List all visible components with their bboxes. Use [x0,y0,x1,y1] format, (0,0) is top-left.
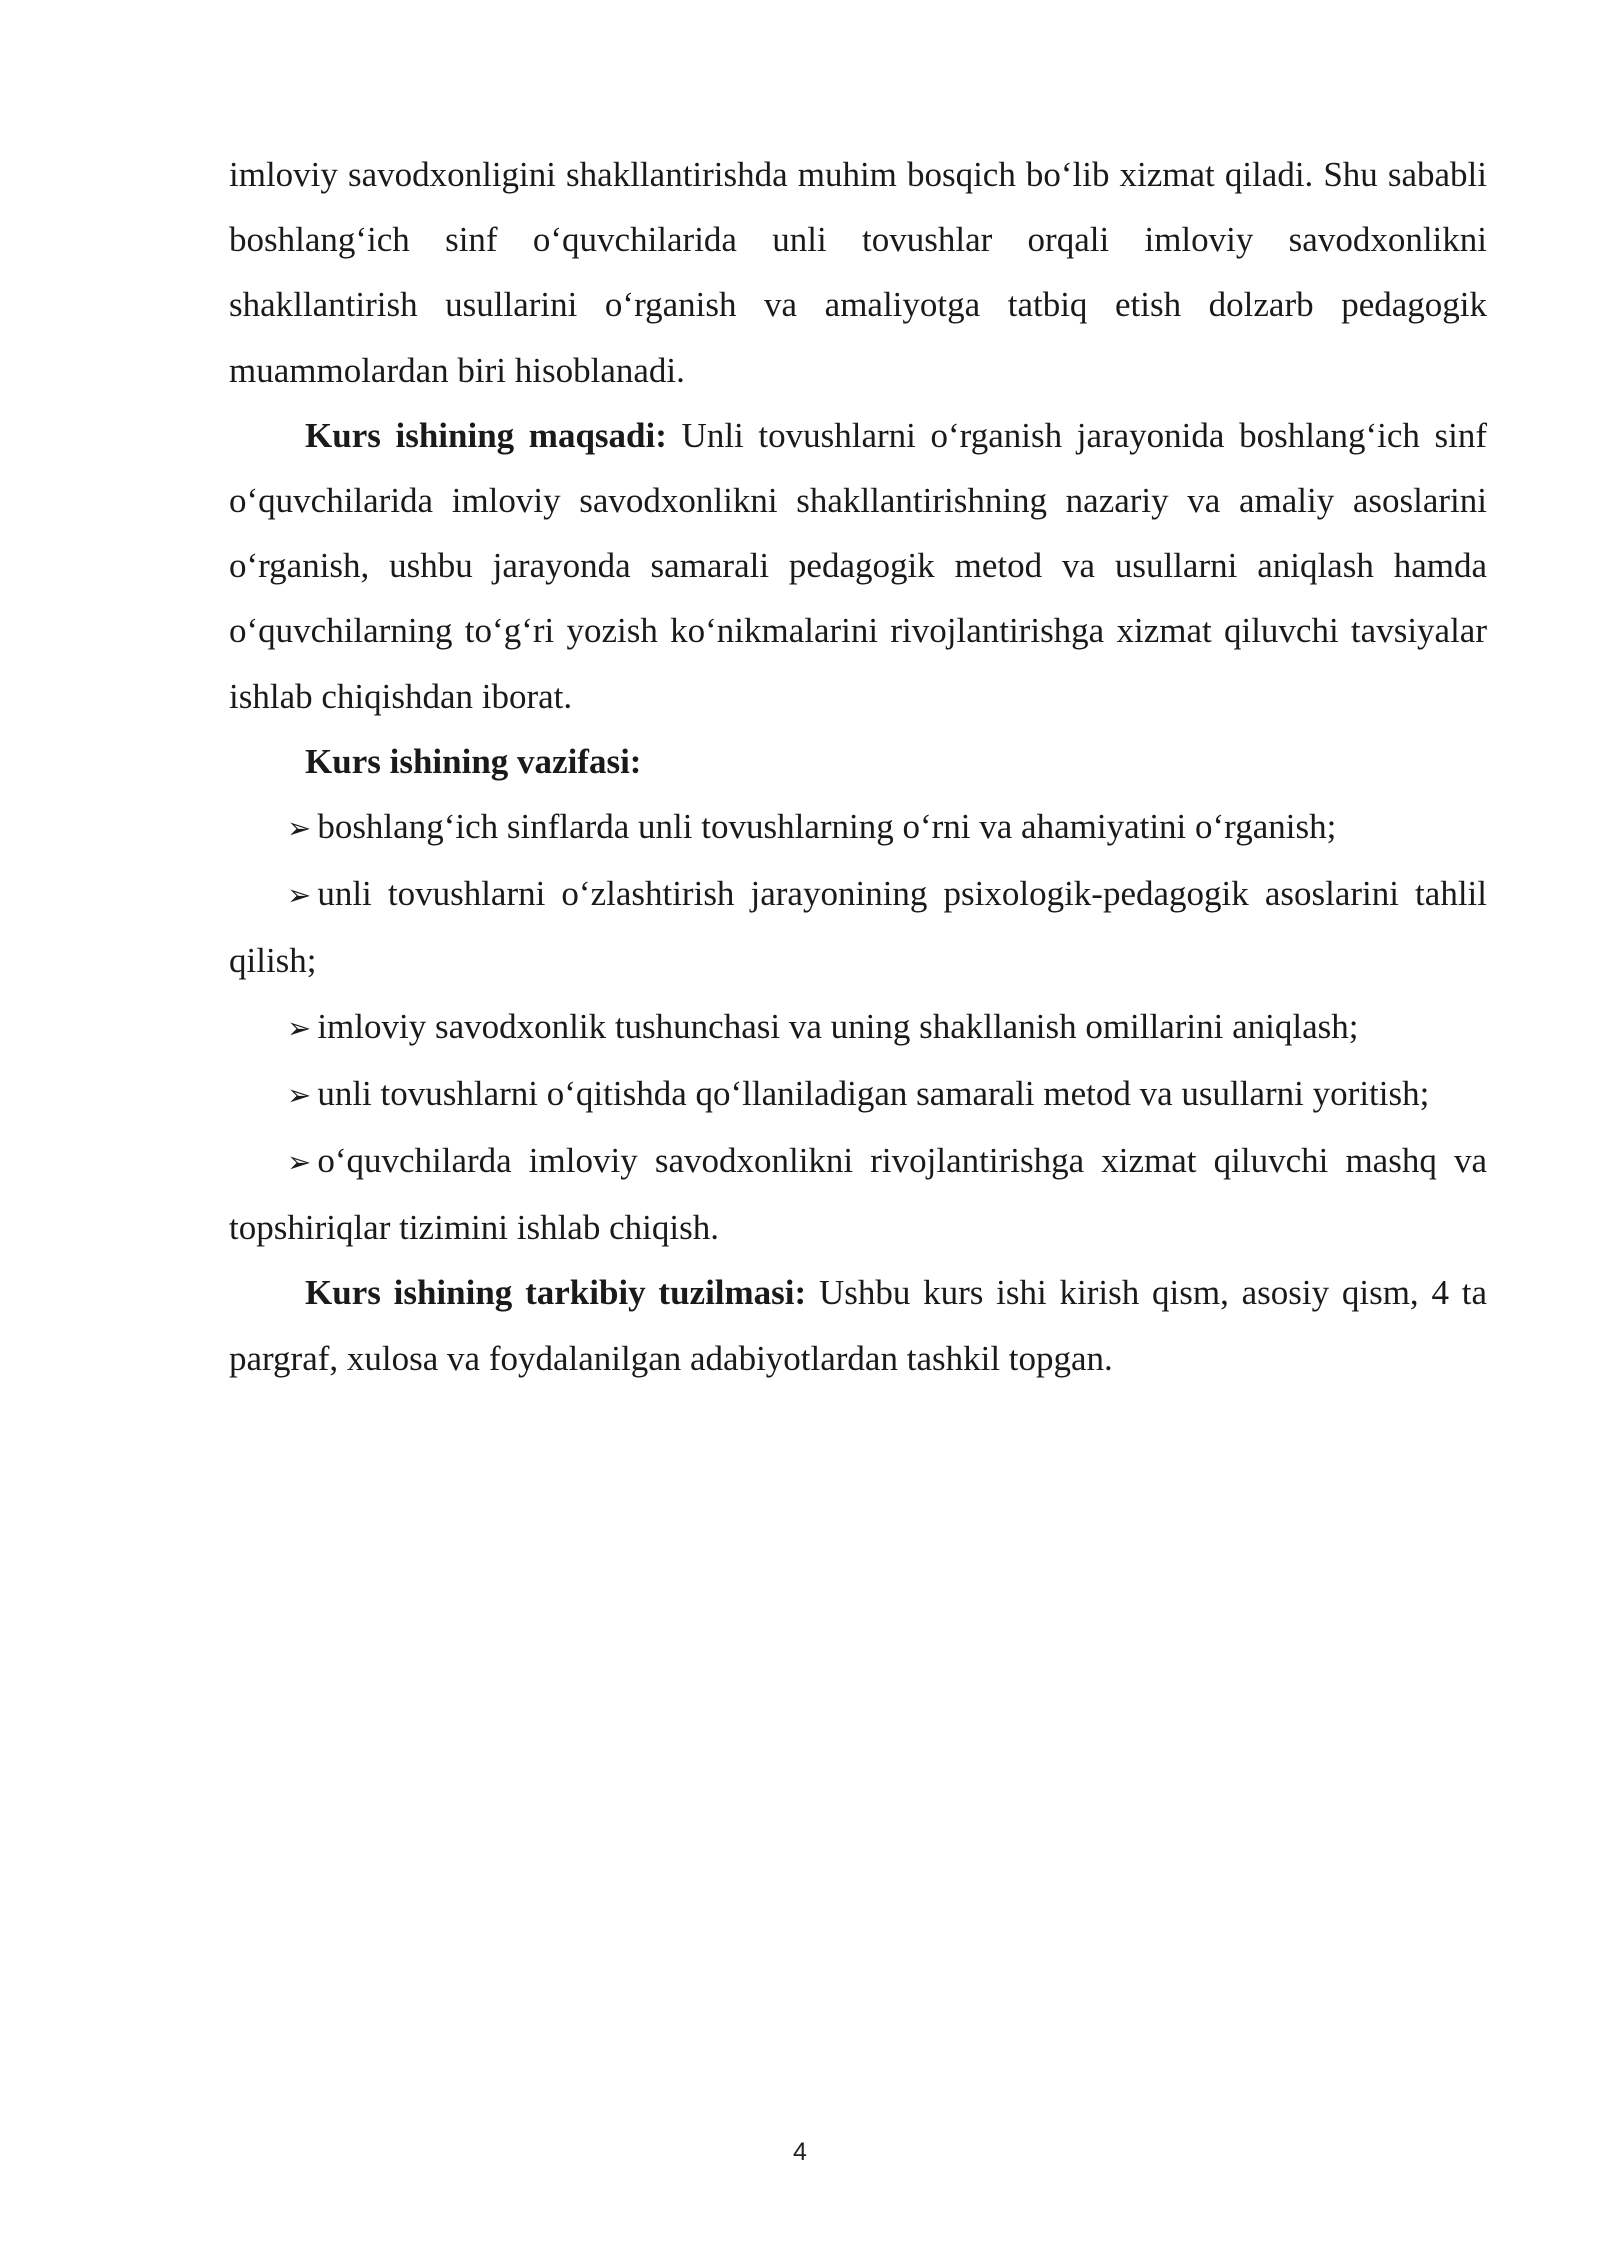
tasks-heading-paragraph [229,729,1487,794]
page-number: 4 [793,2138,807,2166]
goal-heading: Kurs ishining maqsadi: [305,415,667,455]
task-text: boshlang‘ich sinflarda unli tovushlarning o‘rni va ahamiyatini o‘rganish; [317,807,1337,847]
structure-text: Ushbu kurs ishi kirish qism, asosiy qism, 4 ta pargraf, xulosa va foydalanilgan adabiyotlardan tashkil topgan. [229,1273,1487,1378]
goal-paragraph [229,403,1487,729]
arrow-bullet-icon: ➢ [287,1077,312,1112]
intro-paragraph: imloviy savodxonligini shakllantirishda muhim bosqich bo‘lib xizmat qiladi. Shu sababli boshlang‘ich sinf o‘quvchilarida unli tovushlar orqali imloviy savodxonlikni shakllantirish usullarini o‘rganish va amaliyotga tatbiq etish dolzarb pedagogik muammolardan biri hisoblanadi. [229,155,1487,390]
task-text: imloviy savodxonlik tushunchasi va uning shakllanish omillarini aniqlash; [317,1006,1359,1046]
task-item-3 [229,994,1487,1061]
task-item-4 [229,1061,1487,1128]
task-item-1 [229,794,1487,861]
body-text [229,142,1487,1391]
structure-paragraph [229,1260,1487,1390]
task-text: o‘quvchilarda imloviy savodxonlikni rivojlantirishga xizmat qiluvchi mashq va topshiriqlar tizimini ishlab chiqish. [229,1141,1487,1248]
arrow-bullet-icon: ➢ [287,878,312,913]
task-item-5 [229,1128,1487,1260]
task-text: unli tovushlarni o‘qitishda qo‘llaniladigan samarali metod va usullarni yoritish; [317,1073,1430,1113]
arrow-bullet-icon: ➢ [287,811,312,846]
tasks-heading: Kurs ishining vazifasi: [305,741,642,781]
task-text: unli tovushlarni o‘zlashtirish jarayonining psixologik-pedagogik asoslarini tahlil qilish; [229,874,1487,981]
arrow-bullet-icon: ➢ [287,1145,312,1180]
task-item-2 [229,861,1487,993]
goal-text: Unli tovushlarni o‘rganish jarayonida boshlang‘ich sinf o‘quvchilarida imloviy savodxonlikni shakllantirishning nazariy va amaliy asoslarini o‘rganish, ushbu jarayonda samarali pedagogik metod va usullarni aniqlash hamda o‘quvchilarning to‘g‘ri yozish ko‘nikmalarini rivojlantirishga xizmat qiluvchi tavsiyalar ishlab chiqishdan iborat. [229,415,1488,716]
structure-heading: Kurs ishining tarkibiy tuzilmasi: [305,1273,807,1313]
arrow-bullet-icon: ➢ [287,1010,312,1045]
